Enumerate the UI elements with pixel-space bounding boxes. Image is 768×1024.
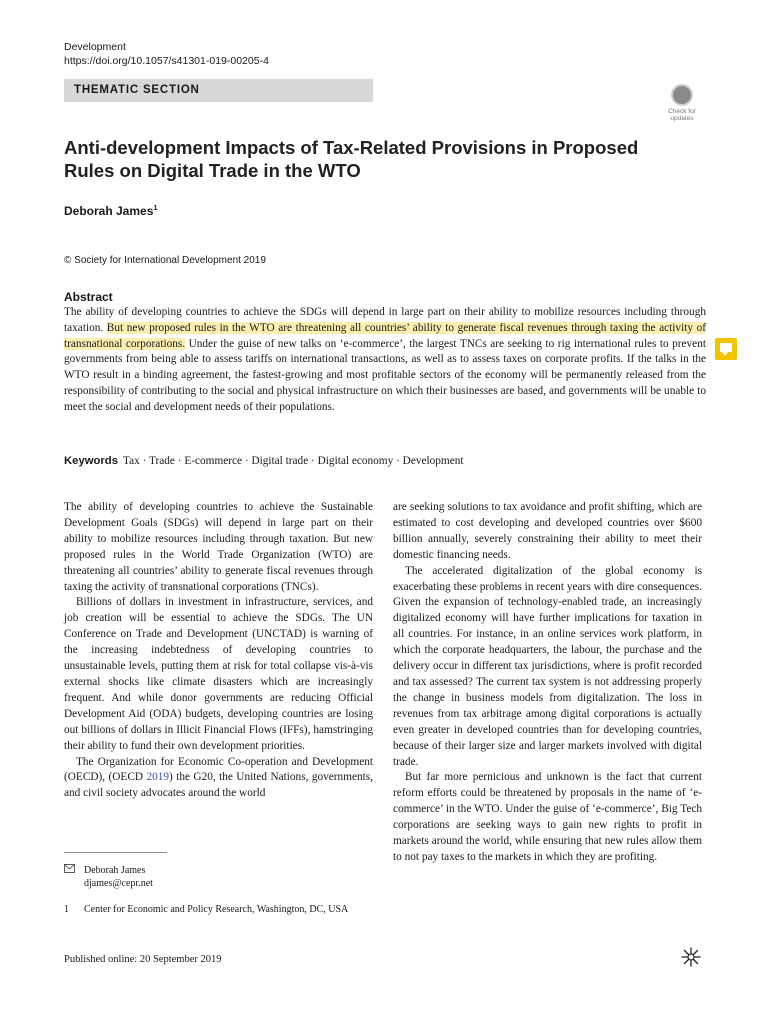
footnote-divider [64, 852, 167, 853]
section-banner: THEMATIC SECTION [64, 79, 373, 102]
keywords-label: Keywords [64, 455, 118, 467]
springer-logo-icon [680, 946, 702, 968]
affiliation-mark: 1 [64, 904, 69, 915]
author-affiliation-mark: 1 [153, 203, 158, 212]
journal-name: Development [64, 41, 126, 53]
paragraph: But far more pernicious and unknown is the fact that current reform efforts could be threatened by proposals in the name of ‘e-commerce’ in the WTO. Under the guise of ‘e-commerce’, Big Tech corporations are seeking ways to gain new rights to profit in markets around the world, while ensuring that new rules allow them to not pay taxes to the markets in which they are profiting. [393, 771, 702, 863]
citation-link[interactable]: 2019 [146, 771, 170, 784]
abstract-highlight[interactable]: But new proposed rules in the WTO are threatening all countries’ ability to generate fiscal revenues through taxing the activity of transnational corporations. [64, 321, 706, 350]
keywords-line [64, 454, 464, 469]
author-line [64, 203, 158, 218]
body-column-right [393, 500, 702, 866]
abstract-text-before: The ability of developing countries to achieve the SDGs will depend in large part on their ability to mobilize resources including through taxation. [64, 306, 706, 334]
copyright: © Society for International Development 2019 [64, 255, 266, 266]
published-date: Published online: 20 September 2019 [64, 954, 222, 965]
paragraph: The accelerated digitalization of the global economy is exacerbating these problems in recent years with dire consequences. Given the expansion of technology-enabled trade, an increasingly digitalized economy will have further implications for taxation in all countries. For instance, in an online services work platform, in which the corporate headquarters, the labour, the purchase and the delivery occur in different tax jurisdictions, where is profit recorded and tax assessed? The current tax system is not addressing properly the change in business models from digitalization. The loss in revenues from tax arbitrage among digital corporations is actually even greater in developed countries than for developing countries, because of their larger size and larger markets involved with digital trade. [393, 564, 702, 768]
keywords-value: Tax · Trade · E-commerce · Digital trade · Digital economy · Development [123, 455, 464, 467]
affiliation-text: Center for Economic and Policy Research, Washington, DC, USA [84, 904, 349, 915]
correspondence-name: Deborah James [84, 865, 146, 876]
correspondence-footnote [64, 864, 364, 890]
paragraph: are seeking solutions to tax avoidance and profit shifting, which are estimated to cost developing and developed countries over $600 billion annually, severely constraining their ability to meet their domestic financing needs. [393, 501, 702, 561]
check-for-updates-badge[interactable] [662, 84, 702, 124]
check-updates-label: Check for updates [668, 108, 696, 122]
article-title: Anti-development Impacts of Tax-Related Provisions in Proposed Rules on Digital Trade in the WTO [64, 137, 639, 181]
author-name: Deborah James [64, 204, 154, 218]
paragraph-text: ) the G20, the United Nations, governments, and civil society advocates around the world [64, 771, 374, 800]
abstract-heading: Abstract [64, 290, 113, 304]
comment-note-icon[interactable] [715, 338, 737, 360]
paragraph: The ability of developing countries to achieve the Sustainable Development Goals (SDGs) will depend in large part on their ability to mobilize resources including through taxation. But new proposed rules in the World Trade Organization (WTO) are threatening all countries’ ability to generate fiscal revenues through taxing the activity of transnational corporations (TNCs). [64, 501, 373, 593]
affiliation-footnote [64, 903, 364, 916]
envelope-icon [64, 864, 84, 877]
abstract-text-after: Under the guise of new talks on ‘e-commerce’, the largest TNCs are seeking to rig international rules to prevent governments from being able to assess tariffs on international transactions, as well as to assess taxes on corporate profits. If the talks in the WTO result in a binding agreement, the fastest-growing and most profitable sectors of the economy will be permanently released from the responsibility of contributing to the social and physical infrastructure on which their businesses are based, and governments will be unable to meet the social and development needs of their populations. [64, 337, 706, 413]
paragraph-text: The Organization for Economic Co-operation and Development (OECD), (OECD [64, 755, 373, 784]
paragraph: Billions of dollars in investment in infrastructure, services, and job creation will be essential to achieve the SDGs. The UN Conference on Trade and Development (UNCTAD) is warning of the increasing indebtedness of developing countries to unsustainable levels, putting them at risk for total collapse vis-à-vis external shocks like climate disasters which are increasingly frequent. And while donor governments are reducing Official Development Aid (ODA) budgets, developing countries are losing out billions of dollars in Illicit Financial Flows (IFFs), hamstringing their ability to fund their own development priorities. [64, 596, 373, 752]
body-column-left [64, 500, 373, 802]
check-updates-icon [671, 84, 693, 106]
paragraph [64, 755, 373, 803]
abstract-text [64, 305, 706, 416]
correspondence-email[interactable]: djames@cepr.net [84, 878, 153, 889]
doi-link[interactable]: https://doi.org/10.1057/s41301-019-00205-4 [64, 55, 269, 67]
